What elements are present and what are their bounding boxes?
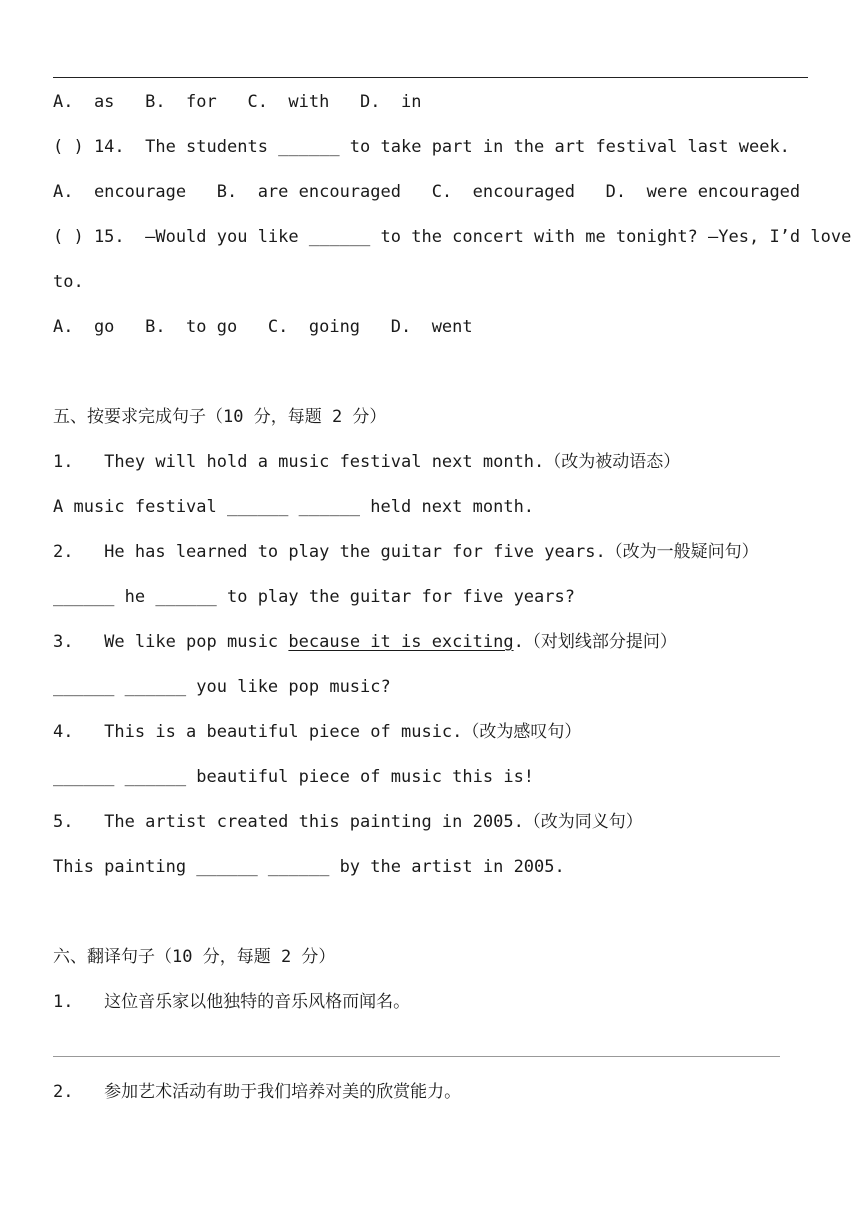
s5-item-2-answer: ______ he ______ to play the guitar for five years? — [53, 587, 575, 607]
top-rule — [53, 77, 808, 78]
s6-item-2: 2. 参加艺术活动有助于我们培养对美的欣赏能力。 — [53, 1082, 462, 1102]
q15-question: ( ) 15. —Would you like ______ to the concert with me tonight? —Yes, I’d love — [53, 227, 852, 247]
q15-question-cont: to. — [53, 272, 84, 292]
section-5-heading: 五、按要求完成句子（10 分，每题 2 分） — [53, 407, 387, 427]
s5-item-4: 4. This is a beautiful piece of music.（改为感叹句） — [53, 722, 582, 742]
s5-item-5: 5. The artist created this painting in 2005.（改为同义句） — [53, 812, 643, 832]
s5-item-4-answer: ______ ______ beautiful piece of music this is! — [53, 767, 535, 787]
s6-item-1-answer-line — [53, 1056, 780, 1057]
q14-options: A. encourage B. are encouraged C. encouraged D. were encouraged — [53, 182, 801, 202]
q13-options: A. as B. for C. with D. in — [53, 92, 422, 112]
s6-item-1: 1. 这位音乐家以他独特的音乐风格而闻名。 — [53, 992, 411, 1012]
s5-item-5-answer: This painting ______ ______ by the artist in 2005. — [53, 857, 565, 877]
s5-item-1: 1. They will hold a music festival next month.（改为被动语态） — [53, 452, 681, 472]
q14-question: ( ) 14. The students ______ to take part in the art festival last week. — [53, 137, 790, 157]
s5-item-1-answer: A music festival ______ ______ held next month. — [53, 497, 535, 517]
s5-item-3-start: 3. We like pop music — [53, 632, 289, 652]
s5-item-3-answer: ______ ______ you like pop music? — [53, 677, 391, 697]
section-6-heading: 六、翻译句子（10 分，每题 2 分） — [53, 947, 336, 967]
s5-item-3-underlined: because it is exciting — [288, 632, 514, 652]
s5-item-2: 2. He has learned to play the guitar for five years.（改为一般疑问句） — [53, 542, 759, 562]
s5-item-3 — [53, 631, 677, 653]
s5-item-3-end: .（对划线部分提问） — [513, 632, 677, 652]
q15-options: A. go B. to go C. going D. went — [53, 317, 473, 337]
